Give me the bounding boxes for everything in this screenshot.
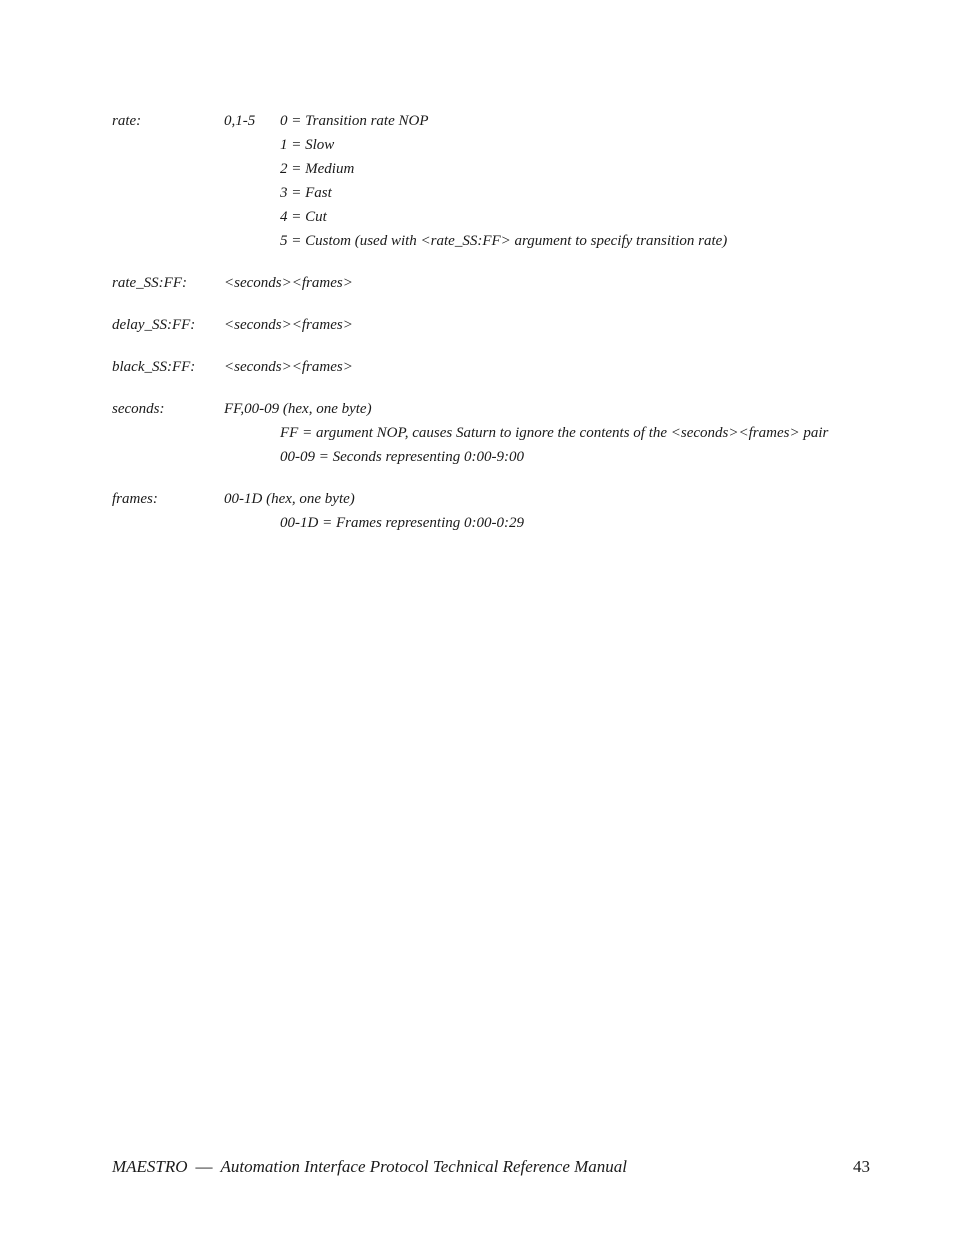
seconds-value-0: FF = argument NOP, causes Saturn to ignore the contents of the <seconds><frames> pair xyxy=(280,425,829,441)
frames-value-0: 00-1D = Frames representing 0:00-0:29 xyxy=(280,515,524,531)
rate-value-3: 3 = Fast xyxy=(280,185,332,201)
rate-value-5: 5 = Custom (used with <rate_SS:FF> argument to specify transition rate) xyxy=(280,233,728,249)
rate-value-1: 1 = Slow xyxy=(280,137,335,153)
rate-range: 0,1-5 xyxy=(224,113,256,129)
seconds-range: FF,00-09 (hex, one byte) xyxy=(224,401,372,417)
footer-manual-title: Automation Interface Protocol Technical Reference Manual xyxy=(220,1157,628,1176)
page-number: 43 xyxy=(853,1157,870,1176)
rate-value-4: 4 = Cut xyxy=(280,209,327,225)
seconds-term: seconds: xyxy=(112,401,165,417)
footer-title xyxy=(112,1157,627,1177)
delay-ss-ff-term: delay_SS:FF: xyxy=(112,317,196,333)
rate-value-0: 0 = Transition rate NOP xyxy=(280,113,429,129)
black-ss-ff-value: <seconds><frames> xyxy=(224,359,353,375)
rate-value-2: 2 = Medium xyxy=(280,161,355,177)
frames-term: frames: xyxy=(112,491,158,507)
rate-term: rate: xyxy=(112,113,142,129)
black-ss-ff-term: black_SS:FF: xyxy=(112,359,196,375)
seconds-value-1: 00-09 = Seconds representing 0:00-9:00 xyxy=(280,449,524,465)
footer-dash: — xyxy=(195,1157,213,1176)
rate-ss-ff-value: <seconds><frames> xyxy=(224,275,353,291)
footer-product: MAESTRO xyxy=(112,1157,188,1176)
rate-ss-ff-term: rate_SS:FF: xyxy=(112,275,187,291)
delay-ss-ff-value: <seconds><frames> xyxy=(224,317,353,333)
frames-range: 00-1D (hex, one byte) xyxy=(224,491,355,507)
